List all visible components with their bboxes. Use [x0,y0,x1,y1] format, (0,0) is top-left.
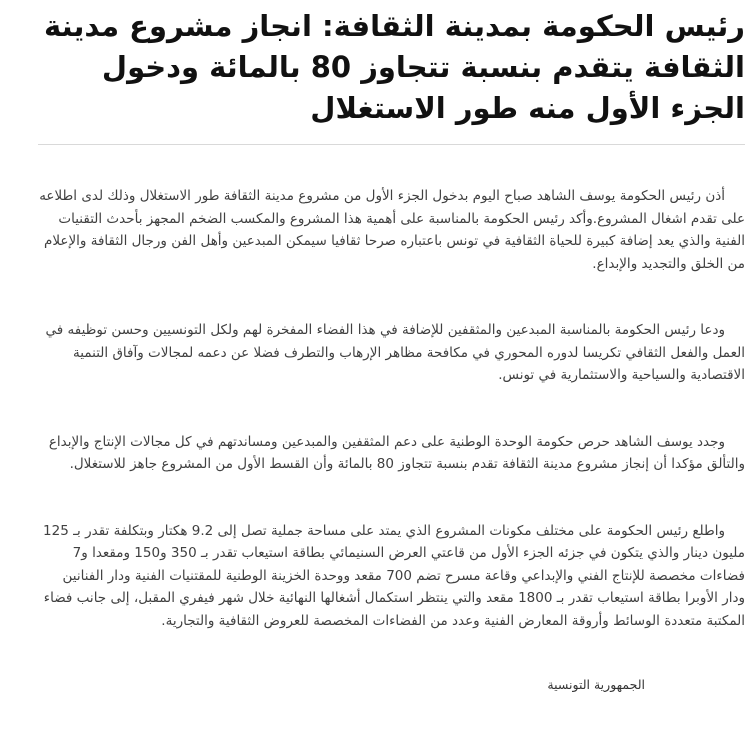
article-paragraph-3: وجدد يوسف الشاهد حرص حكومة الوحدة الوطنية على دعم المثقفين والمبدعين ومساندتهم في كل مجالات الإنتاج والإبداع والتألق مؤكدا أن إنجاز مشروع مدينة الثقافة تقدم بنسبة تتجاوز 80 بالمائة وأن القسط الأول من المشروع جاهز للاستغلال. [48,433,745,472]
article-title: رئيس الحكومة بمدينة الثقافة: انجاز مشروع مدينة الثقافة يتقدم بنسبة تتجاوز 80 بالمائة ودخول الجزء الأول منه طور الاستغلال [44,9,745,125]
article-footer [38,676,745,694]
article-body [38,185,745,632]
article-paragraph-4: واطلع رئيس الحكومة على مختلف مكونات المشروع الذي يمتد على مساحة جملية تصل إلى 9.2 هكتار وبتكلفة تقدر بـ 125 مليون دينار والذي يتكون في جزئه الجزء الأول من قاعتي العرض السنيمائي بطاقة استيعاب تقدر بـ 350 و150 ومقعدا و7 فضاءات مخصصة للإنتاج الفني والإبداعي وقاعة مسرح تضم 700 مقعد ووحدة الخزينة الوطنية للمقتنيات الفنية ودار الفنانين ودار الأوبرا بطاقة استيعاب تقدر بـ 1800 مقعد والتي ينتظر استكمال أشغالها النهائية خلال شهر فيفري المقبل، إلى جانب فضاء المكتبة متعددة الوسائط وأروقة المعارض الفنية وعدد من الفضاءات المخصصة للعروض الثقافية والتجارية. [43,522,745,629]
source-label: الجمهورية التونسية [547,677,645,692]
article-paragraph-1: أذن رئيس الحكومة يوسف الشاهد صباح اليوم بدخول الجزء الأول من مشروع مدينة الثقافة طور الاستغلال وذلك لدى اطلاعه على تقدم اشغال المشروع.وأكد رئيس الحكومة بالمناسبة على أهمية هذا المشروع والمكسب الضخم المجهز بأحدث التقنيات الفنية والذي يعد إضافة كبيرة للحياة الثقافية في تونس باعتباره صرحا ثقافيا سيمكن المبدعين وأهل الفن ورجال الثقافة والإعلام من الخلق والتجديد والإبداع. [39,188,745,272]
title-divider [38,144,745,145]
article-paragraph-2: ودعا رئيس الحكومة بالمناسبة المبدعين والمثقفين للإضافة في هذا الفضاء المفخرة لهم ولكل التونسيين وحسن توظيفه في العمل والفعل الثقافي تكريسا لدوره المحوري في مكافحة مظاهر الإرهاب والتطرف فضلا عن دعمه لمجالات وآفاق التنمية الاقتصادية والسياحية والاستثمارية في تونس. [45,322,745,383]
article-header [38,6,745,129]
